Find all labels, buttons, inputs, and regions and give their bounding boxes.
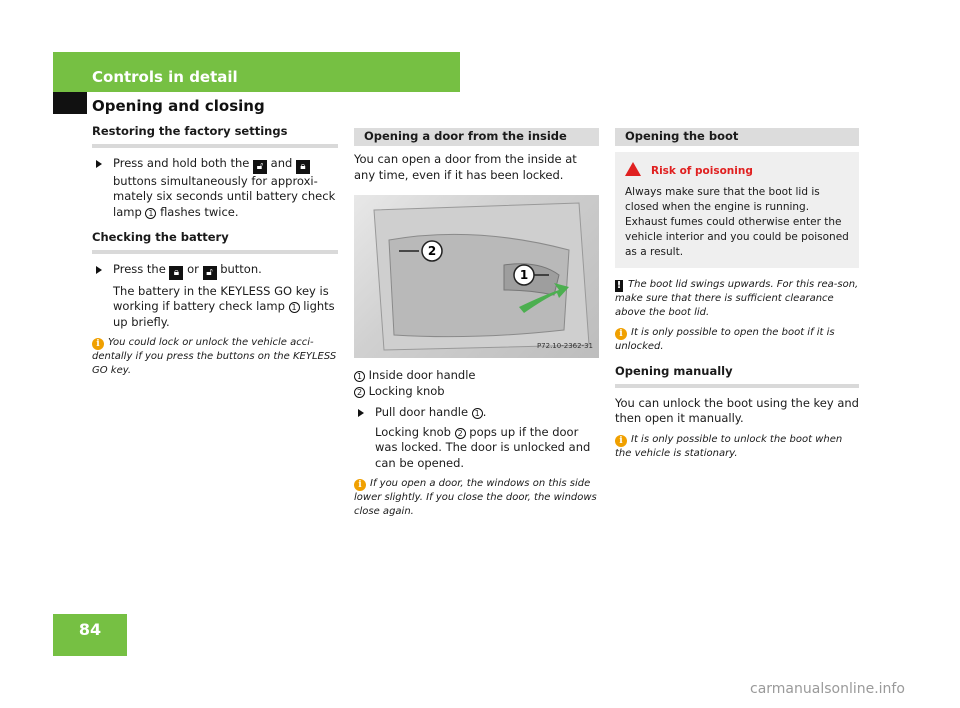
heading-open-manually: Opening manually [615, 364, 859, 388]
column-3 [615, 128, 859, 467]
manual-text: You can unlock the boot using the key and then open it manually. [615, 395, 859, 425]
step-text: button. [220, 261, 262, 276]
photo-code: P72.10-2362-31 [536, 341, 593, 350]
header-tab [53, 92, 87, 114]
callout-1-icon: 1 [472, 408, 483, 419]
info-icon: i [92, 338, 104, 350]
legend-item [354, 384, 599, 400]
result-text: lights up briefly. [113, 299, 335, 329]
column-2 [354, 128, 599, 525]
heading-check-battery: Checking the battery [92, 230, 338, 254]
result-text: The battery in the KEYLESS GO key is working if battery check lamp [113, 283, 329, 313]
caution-title: Risk of poisoning [651, 165, 753, 177]
door-illustration [354, 195, 599, 358]
callout-1-icon: 1 [145, 208, 156, 219]
intro-text: You can open a door from the inside at any time, even if it has been locked. [354, 152, 577, 182]
note-text: The boot lid swings upwards. For this rea-son, make sure that there is sufficient clearance above the boot lid. [615, 279, 859, 318]
step-text: . [482, 405, 487, 419]
note-text: You could lock or unlock the vehicle acci-dentally if you press the buttons on the KEYLESS GO key. [92, 337, 337, 376]
step-text: and [270, 155, 293, 170]
info-icon: i [615, 328, 627, 340]
callout-2-icon: 2 [455, 428, 466, 439]
step-text: buttons simultaneously for approxi-mately six seconds until battery check lamp [113, 173, 336, 219]
watermark: carmanualsonline.info [750, 681, 905, 697]
info-note [615, 433, 859, 461]
step-result [92, 284, 338, 331]
svg-text:1: 1 [519, 268, 529, 282]
heading-door-inside: Opening a door from the inside [354, 128, 599, 146]
callout-1-icon: 1 [289, 302, 300, 313]
step-text: or [187, 261, 199, 276]
info-icon: i [615, 435, 627, 447]
legend-item [354, 368, 599, 384]
step-check-battery [92, 262, 338, 280]
note-text: It is only possible to open the boot if it is unlocked. [615, 327, 835, 352]
step-text: Pull door handle [375, 405, 469, 419]
result-text: Locking knob [375, 424, 451, 439]
result-text: pops up if the door was locked. The door is unlocked and can be opened. [375, 424, 591, 470]
warning-triangle-icon [625, 162, 641, 176]
legend-label: Locking knob [368, 383, 445, 398]
step-restore [92, 156, 338, 221]
unlock-icon: 🔓︎ [253, 160, 267, 174]
callout-2-icon: 2 [354, 387, 365, 398]
step-result [354, 425, 599, 472]
warning-note [615, 278, 859, 320]
lock-icon: 🔒︎ [296, 160, 310, 174]
caution-text: Always make sure that the boot lid is closed when the engine is running. Exhaust fumes could otherwise enter the vehicle interior and you could be poisoned as a result. [625, 186, 849, 258]
step-text: flashes twice. [160, 204, 239, 219]
caution-heading [625, 162, 849, 179]
heading-factory-settings: Restoring the factory settings [92, 124, 338, 148]
page-number-box [53, 614, 127, 656]
info-note [615, 326, 859, 354]
legend-label: Inside door handle [368, 368, 476, 382]
exclamation-icon: ! [616, 280, 622, 291]
step-pull-handle [354, 405, 599, 421]
note-text: It is only possible to unlock the boot when the vehicle is stationary. [615, 433, 843, 459]
step-text: Press the [113, 261, 166, 276]
info-note [354, 477, 599, 519]
door-photo [354, 195, 599, 358]
step-text: Press and hold both the [113, 155, 250, 170]
page-number: 84 [78, 620, 102, 639]
page-title: Opening and closing [92, 97, 265, 115]
column-1 [92, 124, 338, 384]
info-icon: i [354, 479, 366, 491]
svg-text:2: 2 [427, 244, 437, 258]
heading-open-boot: Opening the boot [615, 128, 859, 146]
note-text: If you open a door, the windows on this side lower slightly. If you close the door, the windows close again. [354, 478, 597, 517]
lock-icon: 🔒︎ [169, 266, 183, 280]
callout-1-icon: 1 [354, 371, 365, 382]
info-note [92, 336, 338, 378]
caution-box [615, 152, 859, 268]
section-title: Controls in detail [92, 68, 238, 86]
unlock-icon: 🔓︎ [203, 266, 217, 280]
